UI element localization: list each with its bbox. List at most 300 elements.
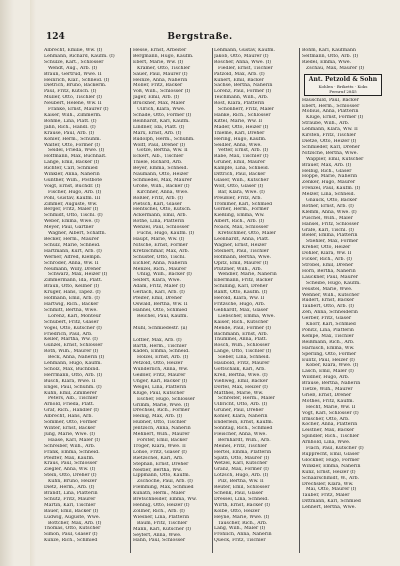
directory-entry: Gerlach, Karl, Arb. (f) <box>133 290 185 296</box>
directory-entry: Ulbricht, Otto, Arb. (f) <box>214 402 268 408</box>
directory-entry: Kunz, Ernst, Heizer (f) <box>302 469 356 475</box>
directory-entry: Harnisch, Emma, Ww. <box>302 345 355 351</box>
directory-entry: Kluge, Paul, Kutscher <box>133 390 185 396</box>
column-rule <box>299 48 300 553</box>
directory-entry: Oswald, Bertha, Ww. II <box>133 301 188 307</box>
directory-entry: Löffler, Max, Arb. (f) <box>133 337 182 343</box>
directory-entry: Lötzsch, Hugo, Arb. (f) <box>214 473 269 479</box>
directory-entry: Werner, Alfred, Klempn. <box>44 254 102 260</box>
directory-entry: Sachse, Bertha, Näherin <box>214 83 273 89</box>
directory-entry: Pilz, Bertha, Ww. II <box>218 479 264 485</box>
directory-entry: Schulze, Kart., Schlosser <box>44 59 104 65</box>
directory-entry: Bachmann, Ernst, Arb. <box>214 331 269 337</box>
binding-fold <box>30 0 36 566</box>
directory-entry: Gruner, Emil, Maurer <box>214 160 266 166</box>
directory-entry: Günzel, Ernst, Schlosser <box>44 343 103 349</box>
directory-entry: Friedrich, Paul, Arb. <box>44 331 93 337</box>
directory-entry: Richter, Carl, Schmied <box>44 166 98 172</box>
directory-entry: Seltmann, Otto, Arb. (f) <box>302 53 359 59</box>
directory-entry: Kretschmer, Otto, Maler <box>218 231 276 237</box>
directory-entry: Schmitt, Bertha, Wwe. <box>44 307 98 313</box>
directory-entry: Dittrich, Paul, Bäcker <box>214 172 266 178</box>
directory-entry: Bauer, Emil, Bäcker (f) <box>44 508 99 514</box>
directory-entry: Nitsche, Ernst, Former <box>133 242 188 248</box>
directory-entry: Pfützner, Wilh., Arb. <box>214 266 263 272</box>
directory-entry: Roscher, Anna, Wwe. (f) <box>214 59 272 65</box>
directory-entry: Klemm, Anna, Wwe. (f) <box>302 209 357 215</box>
directory-entry: Hanke, Rich., Schlosser <box>214 112 271 118</box>
directory-entry: Mai, Otto, Maurer (f) <box>306 487 357 493</box>
directory-entry: Winter, Ernst, Bäcker <box>44 426 96 431</box>
directory-entry: Kießling, Emma, Ww. <box>214 213 265 219</box>
directory-entry: Wendler, Marie, Näherin <box>218 272 277 278</box>
directory-entry: Peters, Alb., Tischler <box>48 396 98 402</box>
directory-entry: Grieß, Ernst, Dreher <box>302 392 352 398</box>
directory-entry: Krell, Bertha, Wwe. (f) <box>214 372 268 378</box>
directory-entry: Tauber, Fritz, Maler <box>302 493 350 499</box>
directory-entry: Günther, Wilh., Postbote <box>44 177 102 183</box>
directory-entry: Rudolph, Herm., Schuhm. <box>133 136 195 142</box>
directory-entry: Kempe, Max, Tischler <box>302 333 354 339</box>
directory-entry: Kühn, Emil, Zimmerer <box>44 390 97 396</box>
directory-entry: Gräfe, Karl, Tischl. (f) <box>302 227 354 233</box>
directory-entry: Dietz, Herm., Arb. (f) <box>44 485 95 491</box>
directory-entry: Strobel, Emil, Dreher <box>302 263 354 268</box>
directory-entry: Wolff, Paul, Dreher (f) <box>133 142 186 148</box>
directory-entry: Jentzsch, Anna, Näherin <box>133 426 191 432</box>
directory-entry: Glöckner, Hugo, Former <box>302 457 360 463</box>
page-number: 124 <box>46 32 65 42</box>
directory-entry: Dietze, Otto, Heizer (f) <box>302 138 357 144</box>
column-4-top <box>302 48 382 72</box>
directory-entry: Fiedler, Ernst, Tischler <box>218 65 273 71</box>
directory-entry: Müller, Otto, Tischler (f) <box>44 95 102 101</box>
directory-entry: Hering, Hugo, Kaufm. <box>214 136 267 142</box>
directory-entry: Brandt, Lina, Plätterin <box>44 490 98 496</box>
directory-entry: Kramer, Otto, Tischler <box>137 65 191 71</box>
directory-entry: Dietrich, Bruno, Bäckerm. <box>44 83 107 89</box>
directory-entry: Engel, Paul, Schuhm. (f) <box>44 384 102 390</box>
directory-entry: Escher, Hugo, Schlosser <box>137 396 195 402</box>
page-header <box>0 32 400 46</box>
directory-entry: Winkler, Emma, Näherin <box>302 463 361 469</box>
directory-entry: Schreiber, Wilh., Arb. <box>44 443 96 449</box>
directory-entry: Lippmann, Otto, Kaufm. <box>133 473 191 479</box>
directory-entry: Lohse, Fritz, Glaser (f) <box>133 449 187 455</box>
directory-entry: Kreher, Otto, Heizer <box>302 245 351 251</box>
directory-entry: Ackermann, Emil, Arb. <box>133 213 188 219</box>
directory-entry: Viehweg, Emil, Bäcker <box>214 378 268 384</box>
directory-entry: Thiele, Richard, Arb. <box>133 160 183 166</box>
directory-entry: Lehmann, Richard, Kaufm. (f) <box>44 53 115 59</box>
directory-entry: Keller, Martha, Ww. (f) <box>44 337 98 343</box>
directory-entry: Voß, Wilh., Schlosser (f) <box>133 89 191 95</box>
directory-entry: Neubert, Helene, Ww. II <box>44 101 102 107</box>
directory-entry: Pätzold, Max, Arb. (f) <box>214 71 265 77</box>
directory-entry: Melzer, Lina, Schneid. <box>302 192 356 198</box>
directory-entry: Hahn, Paul, Schlosser <box>133 538 186 544</box>
directory-entry: Schulz, Marie, Schneid. <box>44 242 101 248</box>
directory-entry: Gebhardt, Max, Glaser <box>214 307 269 313</box>
directory-entry: Sommer, Otto, Former <box>44 420 98 426</box>
directory-entry: Mann, Karl, Kutscher (f) <box>133 526 191 532</box>
directory-entry: Zschau, Max, Maurer (f) <box>306 65 365 71</box>
directory-entry: Pfeifer, Emil, Dreher <box>133 296 183 302</box>
directory-entry: Teichmann, Wilh., Arb. <box>214 95 269 101</box>
directory-entry: Wunderlich, Anna, Ww. <box>133 367 189 373</box>
directory-entry: Kirsten, Fritz, Tischler <box>302 133 356 139</box>
directory-entry: Mende, Paul, Former (f) <box>214 325 271 331</box>
directory-entry: Hartmann, Kurt, Arb. (f) <box>44 248 102 254</box>
directory-entry: Kittel, Marie, Ww. II <box>214 118 263 124</box>
column-4 <box>302 48 382 553</box>
directory-entry: Stein, Otto, Dreher (f) <box>44 473 97 479</box>
directory-entry: Zeh, Anna, Schneiderin <box>302 310 358 316</box>
directory-entry: Ziegler, Anna, Ww. (f) <box>44 467 96 473</box>
directory-entry: Meinel, Fritz, Tischler <box>214 443 267 449</box>
column-4-bottom <box>302 98 382 511</box>
directory-entry: Hartwig, Rich., Bäcker <box>44 301 99 307</box>
directory-entry: Meyer, Paul, Gärtner <box>44 225 94 231</box>
directory-entry: Heinze, Anna, Näherin <box>133 77 188 83</box>
directory-entry: Feustel, Marie, Wwe. <box>302 286 353 292</box>
directory-entry: Bär, Klara, Wwe. (f) <box>218 189 265 195</box>
directory-entry: Flach, Paul, Kutscher (f) <box>306 446 364 452</box>
directory-entry: Hesse, Ernst, Arbeiter <box>133 48 187 53</box>
directory-entry: Albert, Rich., Arb. (f) <box>214 219 265 225</box>
directory-entry: Knorr, Karl, Schmied <box>306 322 356 328</box>
directory-entry: Kaden, Emma, Schneid. <box>133 349 190 355</box>
directory-entry: Braun, Otto, Kellner (f) <box>44 284 100 290</box>
directory-entry: Hoppe, Marie, Näherin <box>302 174 358 180</box>
directory-entry: Riedel, Emma, Wwe. <box>302 59 352 65</box>
directory-entry: Hertel, Emma, Plätterin <box>214 449 272 455</box>
directory-entry: Franke, Ernst, Maurer (f) <box>48 107 109 113</box>
directory-entry: Haase, Karl, Maler (f) <box>48 437 100 443</box>
directory-entry: Rudert, Ernst, Bäcker <box>302 298 355 304</box>
directory-entry: Fischer, Hugo, Arb. (f) <box>48 189 102 195</box>
directory-entry: Schilling, Karl, Dreher <box>214 284 268 290</box>
directory-entry: Noack, Max, Schlosser <box>214 225 269 231</box>
directory-entry: Lang, Wilh., Maler (f) <box>214 526 266 532</box>
directory-entry: Adam, Fritz, Maler (f) <box>133 284 185 290</box>
column-1 <box>44 48 126 553</box>
directory-entry: Hentschel, Otto, Kutsch. <box>133 207 192 213</box>
directory-entry: Barth, Herm., Tischler <box>133 343 187 349</box>
directory-entry: Horn, Bertha, Näherin <box>302 268 356 274</box>
directory-entry: Wetzel, Karl, Kutscher <box>214 461 268 467</box>
column-rule <box>130 48 131 553</box>
directory-entry: Kaiser, Rich., Kutscher <box>214 319 269 325</box>
directory-entry: Vogel, Otto, Kutscher (f) <box>44 325 102 331</box>
directory-entry: Flemming, Max, Schmied <box>133 485 194 491</box>
directory-entry: Geißler, Fritz, Maurer <box>133 373 186 379</box>
directory-entry: Schröder, Anna, Ww. II <box>44 260 99 266</box>
directory-entry: Lehmann, Klara, Ww. II <box>302 127 358 133</box>
directory-entry: Ficker, Rich., Arb. (f) <box>302 257 352 263</box>
directory-entry: Trommer, Karl, Schmied <box>214 201 273 207</box>
directory-entry: Rothe, Lina, Plätterin <box>133 219 185 225</box>
directory-entry: Hölzel, Ernst, Arb. (f) <box>137 355 189 361</box>
directory-entry: Unger, Karl, Bäcker (f) <box>133 378 188 384</box>
directory-entry: Becker, Herm., Maurer <box>44 237 99 242</box>
directory-entry: Herold, Klara, Ww. II <box>214 296 265 302</box>
directory-entry: Zenker, Hugo, Maurer <box>302 180 356 186</box>
directory-entry: Hübner, Otto, Tischler <box>133 420 187 426</box>
column-3 <box>214 48 296 553</box>
directory-entry: Tauscher, Rich., Arb. <box>218 520 268 526</box>
directory-entry: Hoffmann, Max, Buchhalt. <box>44 154 107 160</box>
directory-entry: Wiesner, Lina, Plätterin <box>133 514 190 520</box>
directory-entry: Pohl, Gustav, Kaufm. III <box>44 195 101 201</box>
directory-entry: Leistner, Max, Bäcker <box>302 428 355 434</box>
directory-entry: Weigel, Lina, Plätterin <box>133 384 187 390</box>
directory-entry: Lange, Otto, Tischler (f) <box>214 349 272 355</box>
directory-entry: Jung, Marie, Wwe. (f) <box>44 431 95 437</box>
directory-entry: Reinhardt, Karl, Kaufm. <box>133 118 190 124</box>
directory-entry: Fleischer, Anna, Wwe. <box>214 431 267 437</box>
directory-entry: Bieler, Emma, Plätterin <box>302 233 358 239</box>
directory-entry: Albrecht, Emilie, Ww. (f) <box>44 48 103 53</box>
directory-entry: Schütz, Fritz, Maurer <box>44 496 96 502</box>
directory-entry: Schuster, Otto, Tischl. <box>133 254 186 260</box>
directory-entry: Drechsel, Rich., Former <box>133 408 190 414</box>
directory-entry: Matthes, Marie, Ww. <box>214 390 264 396</box>
directory-entry: Ebermann, Fritz, Bäcker <box>214 278 273 284</box>
directory-entry: Kämpfe, Lina, Schneid. <box>214 166 270 172</box>
directory-entry: Thomas, Otto, Kutscher <box>44 526 101 532</box>
directory-entry: Pfeiffer, Max, Kaufm. <box>44 455 95 461</box>
directory-entry: Schwarz, Max, Heizer (f) <box>48 272 108 278</box>
directory-entry: Bräuer, Max, Arb. (f) <box>302 162 352 168</box>
directory-entry: Schaarschmidt, W., Arb. <box>302 475 360 481</box>
directory-entry: Tietze, Wilh., Maurer <box>302 387 353 393</box>
directory-entry: Grüner, Paul, Dreher <box>214 408 264 414</box>
directory-entry: Rößler, Fritz, Arb. (f) <box>133 195 183 201</box>
directory-entry: Ebert, Herm., Schlosser <box>302 103 360 109</box>
directory-entry: Möller, Fritz, Bäcker <box>133 83 183 89</box>
directory-entry: Stiehler, Max, Former <box>306 239 359 245</box>
directory-entry: Rabe, Max, Tischler (f) <box>214 154 269 160</box>
directory-entry: Lange, Emil, Bäcker (f) <box>44 160 100 166</box>
directory-entry: Möbius, Anna, Plätterin <box>302 109 359 115</box>
directory-entry: Taubert, Otto, Arb. (f) <box>302 304 354 310</box>
directory-entry: Sonntag, Rich., Schmied <box>214 426 273 431</box>
directory-entry: Lehmann, Hugo, Kaufm. <box>44 361 102 367</box>
directory-entry: Frank, Emma, Schneid. <box>44 449 100 455</box>
directory-entry: Straube, Wilh., Arb. <box>302 121 350 127</box>
directory-entry: Ludwig, Auguste, Wwe. <box>44 514 101 520</box>
directory-entry: Schade, Otto, Former (f) <box>133 112 192 118</box>
directory-entry: Beck, Anna, Näherin (f) <box>48 355 105 361</box>
directory-entry: Wirth, Ernst, Bäcker (f) <box>214 502 270 508</box>
directory-entry: Kunze, Rich., Schmied <box>44 538 98 544</box>
directory-entry: Baum, Fritz, Tischler <box>137 520 188 526</box>
directory-entry: Simon, Paul, Glaser (f) <box>44 532 98 538</box>
directory-entry: Kretzschmar, Max, Arb. <box>133 248 190 254</box>
directory-entry: Weber, Emma, Wwe. (f) <box>44 219 100 225</box>
directory-entry: Seidler, Anna, Wwe. <box>214 142 262 148</box>
directory-entry: Große, Wilh., Bäcker (f) <box>133 183 190 189</box>
column-2 <box>133 48 211 553</box>
directory-entry: Naumann, Otto, Heizer <box>133 172 189 178</box>
directory-entry: Jäger, Emil, Arb. (f) <box>133 95 180 101</box>
directory-entry: Wenzel, Paul, Schlosser <box>133 225 190 231</box>
directory-entry: Lehnert, Bertha, Wwe. <box>302 505 357 511</box>
directory-entry: Helbig, Rich., Glaser <box>302 168 352 174</box>
directory-entry: Berger, Fritz, Maler (f) <box>44 207 99 213</box>
directory-entry: Thümmel, Anna, Plätt. <box>214 337 268 343</box>
directory-entry: Grimm, Marie, Wwe. (f) <box>133 402 190 408</box>
directory-entry: Eichler, Anna, Näherin <box>133 260 188 266</box>
directory-entry: Petzold, Otto, Heizer <box>133 361 183 367</box>
directory-entry: Kluge, Ernst, Former (f) <box>306 115 364 121</box>
directory-entry: Eulitz, Paul, Heizer (f) <box>302 357 355 363</box>
directory-entry: Wagner, Albert, Schaffn. <box>48 231 107 237</box>
directory-entry: Lehmann, Gustav, Kaufm. <box>214 48 275 53</box>
directory-entry: Eckert, Alb., Tischler <box>133 154 184 160</box>
directory-entry: Köcher, Anna, Plätterin <box>302 422 358 428</box>
directory-entry: Vogt, Karl, Schlosser (f) <box>302 410 359 416</box>
directory-entry: Menzel, Rich., Maurer <box>133 266 187 272</box>
directory-entry: Jahn, Rich., Händl. (f) <box>44 124 96 130</box>
directory-entry: Hofmann, Bertha, Wwe. <box>214 254 272 260</box>
directory-entry: Gottschalk, Karl, Arb. <box>214 366 266 372</box>
directory-entry: Sperling, Otto, Former <box>302 351 357 357</box>
directory-entry: Lorenz, Karl, Monteur <box>48 313 101 319</box>
directory-entry: Wehner, Wilh., Kutscher <box>302 292 360 298</box>
directory-entry: Tröger, Klara, Wwe. II <box>133 443 186 449</box>
directory-entry: Späth, Otto, Maurer (f) <box>214 455 270 461</box>
directory-entry: Krüger, Hans, Tapez. (f) <box>44 290 101 296</box>
directory-entry: Bernhardt, Wilh., Arb. <box>218 437 271 443</box>
directory-entry: Bretschneider, Emma, Ww. <box>133 497 197 503</box>
directory-entry: Ullrich, Klara, Wwe. <box>137 107 186 113</box>
directory-entry: Schmidt, Otto, Tischl. (f) <box>44 213 103 219</box>
directory-entry: Zimmermann, Ida, Plätt. <box>44 278 103 284</box>
directory-entry: Reißmann, Rich., Arb. <box>302 339 355 345</box>
directory-entry: Hauschild, Paul, Bäcker <box>302 97 359 103</box>
directory-entry: Queck, Fritz, Tischler <box>214 538 266 544</box>
directory-entry: Wagner, Ernst, Heizer <box>214 242 267 248</box>
directory-entry: Walter, Otto, Former (f) <box>44 142 100 148</box>
directory-entry: Opitz, Emil, Maurer (f) <box>214 260 269 266</box>
directory-entry: Voigt, Ernst, Buchdr. (f) <box>44 183 101 189</box>
directory-entry: Wappler, Emil, Kutscher <box>306 156 364 162</box>
directory-entry: Thieme, Karl, Dreher <box>214 130 265 136</box>
directory-entry: Seifert, Klara, Wwe. <box>133 278 182 284</box>
directory-entry: Brause, Bertha, Näherin <box>302 381 361 387</box>
directory-entry: Schreiter, Herm., Maler <box>218 396 275 402</box>
directory-entry: Lauckner, Paul, Maurer <box>302 274 358 280</box>
directory-entry: Köhler, Herm., Schuhm. <box>44 136 101 142</box>
directory-entry: Wendt, Aug., Arb. (f) <box>48 65 98 71</box>
directory-entry: Bergmann, Hugo, Kaufm. <box>133 53 194 59</box>
directory-entry: Fuchs, Hugo, Kaufm. (f) <box>137 231 195 237</box>
directory-entry: Lorenz, Paul, Former (f) <box>214 89 272 95</box>
advertisement-box <box>304 74 382 96</box>
directory-entry: Leonhardt, Anna, Plätt. <box>214 237 270 242</box>
directory-entry: Böhme, Lina, Plätt. (f) <box>44 118 97 124</box>
directory-entry: Kunath, Herm., Maler <box>133 491 186 497</box>
directory-entry: Liebscher, Emma, Wwe. <box>218 313 276 319</box>
directory-entry: Mäder, Otto, Heizer (f) <box>214 124 269 130</box>
directory-entry: Zimmer, Auguste, Ww. <box>44 201 98 207</box>
directory-entry: Kober, Klara, Wwe. (f) <box>306 363 359 369</box>
directory-entry: Pönitz, Lina, Plätterin <box>302 327 354 333</box>
directory-entry: Rösch, Wilh., Schlosser <box>214 343 270 349</box>
directory-entry: Irmscher, Otto, Arb. <box>302 416 350 422</box>
directory-entry: Krause, Paul, Arb. (f) <box>44 130 95 136</box>
directory-entry: Döhler, Klara, Ww. II <box>302 251 352 257</box>
directory-entry: Böttcher, Max, Arb. (f) <box>48 520 102 526</box>
directory-entry: Albrecht, Hans, Arb. <box>44 414 93 420</box>
directory-entry: Rother, Ernst, Arb. (f) <box>302 203 354 209</box>
directory-entry: Scholz, Max, Buchbind. <box>44 366 100 372</box>
directory-entry: Graf, Rich., Händler (f) <box>44 408 99 414</box>
directory-entry: Rost, Klara, Plätterin <box>214 101 265 107</box>
directory-entry: Marx, Ernst, Arb. (f) <box>133 130 182 136</box>
directory-entry: Beyer, Emma, Schneid. <box>133 166 189 172</box>
running-title: Bergstraße. <box>167 32 233 42</box>
directory-entry: Drechsler, Klara, Ww. <box>302 481 354 487</box>
directory-entry: Wolf, Otto, Glaser (f) <box>214 183 264 189</box>
directory-entry: Götze, Bertha, Ww. II <box>137 148 188 154</box>
directory-entry: Hecht, Marie, Ww. II <box>306 404 356 410</box>
directory-entry: Kolbe, Otto, Heizer <box>214 508 260 514</box>
directory-entry: Görner, Herm., Former <box>214 207 269 213</box>
scan-edge-shadow <box>0 0 14 566</box>
directory-entry: Dittmann, Karl, Schmied <box>302 499 361 505</box>
directory-entry: Roth, Wilh., Maurer (f) <box>44 349 99 355</box>
directory-entry: Mothes, Fritz, Kaufm. <box>302 398 355 404</box>
directory-entry: Schmieder, Karl, Dreher <box>302 144 360 150</box>
directory-entry: Dressel, Lina, Schneid. <box>214 496 269 502</box>
directory-entry: Dörfel, Max, Heizer (f) <box>214 384 268 390</box>
directory-entry: Seyfert, Anna, Wwe. <box>133 532 182 538</box>
directory-entry: Hennig, Otto, Heizer (f) <box>133 502 190 508</box>
directory-entry: Arnhold, Lina, Wwe. <box>302 440 351 446</box>
directory-entry: Fritzsche, Hugo, Arb. <box>214 301 266 307</box>
directory-entry: Mühl, Schmiedestr. (ii) <box>133 325 188 331</box>
directory-entry: Püschel, Wilh., Maler <box>302 215 353 221</box>
directory-entry: Schmiedel, Max, Maurer <box>133 177 192 183</box>
directory-entry: Vetter, Ernst, Arb. (f) <box>218 148 269 154</box>
directory-entry: Stephan, Ernst, Dreher <box>133 461 189 467</box>
directory-entry: Seidel, Frieda, Wwe. (f) <box>48 148 105 154</box>
directory-entry: Böhm, Karl, Kaufmann <box>302 48 356 53</box>
directory-entry: Nitzsche, Bertha, Wwe. <box>302 150 358 156</box>
directory-entry: Herrmann, Otto, Arb. (f) <box>44 372 103 378</box>
directory-entry: Fröhlich, Anna, Näherin <box>214 532 272 538</box>
directory-entry: Hähnel, Otto, Schmied <box>133 307 188 313</box>
column-rule <box>212 48 213 553</box>
directory-entry: Pietsch, Karl, Glaser <box>133 201 182 207</box>
directory-entry: Schenk, Paul, Glaser <box>214 490 264 496</box>
directory-entry: Enderlein, Ernst, Kaufm. <box>214 420 274 426</box>
directory-entry: Lindner, Ida, Plätt. (f) <box>133 124 185 130</box>
directory-entry: Kuhn, Bruno, Heizer <box>48 479 97 485</box>
directory-entry: Zöllner, Rich., Arb. (f) <box>133 508 185 514</box>
directory-entry: Hofmann, Emil, Arb. (f) <box>44 296 100 302</box>
ad-line-2: Kohlen · Briketts · Koks <box>318 83 368 89</box>
directory-entry: Steinert, Paul, Tischler <box>214 248 269 254</box>
directory-entry: Kaiser, Wilh., Zimmerm. <box>44 112 102 118</box>
directory-entry: Scheibe, Hugo, Kaufm. <box>306 280 361 286</box>
directory-entry: Preußler, Fritz, Arb. <box>214 195 262 201</box>
directory-entry: Frenzel, Paul, Kaufm. (f) <box>302 186 361 192</box>
directory-entry: Spindler, Rich., Tischler <box>302 434 360 440</box>
